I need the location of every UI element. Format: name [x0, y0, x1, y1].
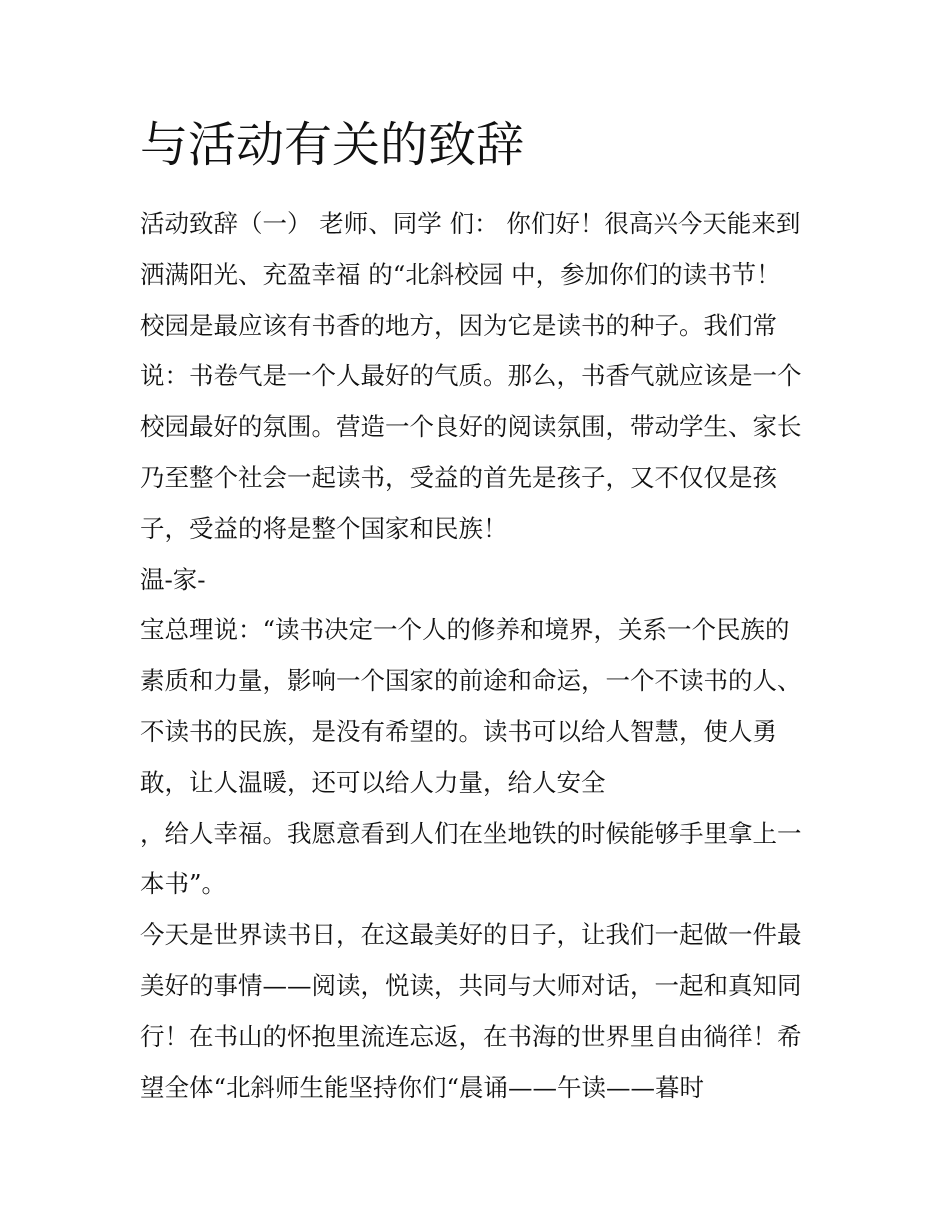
body-line: 宝总理说：“读书决定一个人的修养和境界，关系一个民族的: [140, 615, 790, 645]
body-line: 本书”。: [140, 869, 227, 899]
document-body: [140, 199, 830, 1113]
body-line: 温-家-: [140, 564, 206, 594]
body-line: 校园最好的氛围。营造一个良好的阅读氛围，带动学生、家长: [140, 412, 802, 442]
body-line: 乃至整个社会一起读书，受益的首先是孩子，又不仅仅是孩: [140, 462, 777, 492]
body-line: 行！在书山的怀抱里流连忘返，在书海的世界里自由徜徉！希: [140, 1021, 802, 1051]
body-line: 校园是最应该有书香的地方，因为它是读书的种子。我们常: [140, 310, 777, 340]
body-line: 说：书卷气是一个人最好的气质。那么，书香气就应该是一个: [140, 361, 802, 391]
body-line: 活动致辞（一） 老师、同学 们： 你们好！很高兴今天能来到: [140, 209, 801, 238]
body-line: 美好的事情——阅读，悦读，共同与大师对话，一起和真知同: [140, 970, 802, 1000]
body-line: 敢，让人温暖，还可以给人力量，给人安全: [140, 767, 606, 797]
body-line: 望全体“北斜师生能坚持你们“晨诵——午读——暮时: [140, 1072, 705, 1102]
body-line: ，给人幸福。我愿意看到人们在坐地铁的时候能够手里拿上一: [140, 818, 802, 848]
body-line: 洒满阳光、充盈幸福 的“北斜校园 中，参加你们的读书节！: [140, 259, 781, 289]
body-line: 今天是世界读书日，在这最美好的日子，让我们一起做一件最: [140, 920, 802, 950]
body-line: 不读书的民族，是没有希望的。读书可以给人智慧，使人勇: [140, 716, 777, 746]
body-line: 子，受益的将是整个国家和民族！: [140, 513, 508, 543]
body-line: 素质和力量，影响一个国家的前途和命运，一个不读书的人、: [140, 666, 802, 696]
document-title: 与活动有关的致辞: [140, 117, 525, 173]
